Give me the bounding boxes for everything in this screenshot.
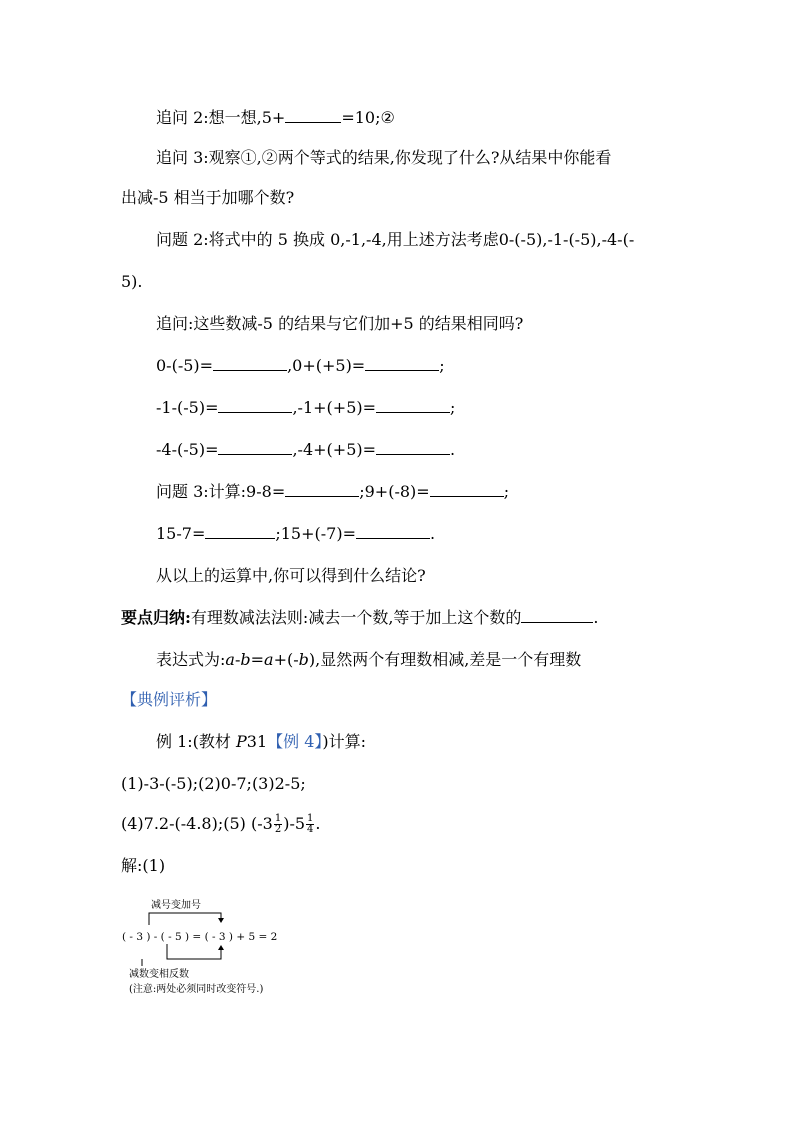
text-segment: +(- <box>273 650 299 669</box>
answer-blank <box>521 608 593 623</box>
answer-blank <box>356 524 430 539</box>
answer-blank <box>376 440 450 455</box>
question-3 <box>156 482 509 502</box>
text-segment: 问题 3:计算:9-8= <box>156 482 286 501</box>
text-segment: ;15+(-7)= <box>275 524 356 543</box>
answer-blank <box>285 108 341 123</box>
bottom-bracket-line <box>167 944 221 959</box>
section-heading: 【典例评析】 <box>121 690 218 709</box>
text-segment: )-5 <box>283 814 306 833</box>
subtraction-rule-diagram <box>120 896 320 1006</box>
example-1 <box>156 732 366 752</box>
variable-b: b <box>298 650 309 669</box>
answer-blank <box>285 482 359 497</box>
denominator: 2 <box>274 824 282 835</box>
answer-blank <box>205 524 275 539</box>
text-segment: - <box>234 650 241 669</box>
question-3-row-2 <box>156 524 435 544</box>
example-ref: 【例 4】 <box>267 732 323 751</box>
text-segment: 有理数减法法则:减去一个数,等于加上这个数的 <box>190 608 522 627</box>
text-segment: )计算: <box>322 732 367 751</box>
fraction <box>274 814 282 835</box>
key-point-label: 要点归纳: <box>121 608 191 627</box>
text-segment: ; <box>450 398 456 417</box>
text-segment: . <box>450 440 456 459</box>
question-2-cont: 5). <box>121 272 143 291</box>
text-segment: 追问 2:想一想,5+ <box>156 108 286 127</box>
text-segment: P <box>236 732 247 751</box>
text-segment: 31 <box>246 732 268 751</box>
answer-blank <box>430 482 504 497</box>
arrow-head <box>218 918 224 923</box>
variable-b: b <box>240 650 251 669</box>
fraction <box>306 814 314 835</box>
exercise-row-2 <box>156 398 455 418</box>
text-segment: ,-4+(+5)= <box>292 440 377 459</box>
followup-2 <box>156 108 395 128</box>
top-bracket-line <box>149 913 221 925</box>
text-segment: =10;② <box>341 108 395 127</box>
text-segment: . <box>315 814 321 833</box>
text-segment: . <box>593 608 599 627</box>
text-segment: = <box>250 650 265 669</box>
text-segment: ,-1+(+5)= <box>292 398 377 417</box>
diagram-note: (注意:两处必须同时改变符号.) <box>129 984 264 995</box>
question-2: 问题 2:将式中的 5 换成 0,-1,-4,用上述方法考虑0-(-5),-1-(-5),-4-(- <box>156 230 635 249</box>
variable-a: a <box>225 650 235 669</box>
text-segment: ; <box>503 482 510 501</box>
arrow-head <box>218 945 224 950</box>
text-segment: -1-(-5)= <box>156 398 219 417</box>
variable-a: a <box>264 650 274 669</box>
exercise-row-3 <box>156 440 455 460</box>
followup-3: 追问 3:观察①,②两个等式的结果,你发现了什么?从结果中你能看 <box>156 148 612 167</box>
expression-line <box>156 650 581 670</box>
answer-blank <box>365 356 439 371</box>
text-segment: ),显然两个有理数相减,差是一个有理数 <box>308 650 582 669</box>
problems-row-1: (1)-3-(-5);(2)0-7;(3)2-5; <box>121 774 306 793</box>
answer-blank <box>218 398 292 413</box>
followup-question: 追问:这些数减-5 的结果与它们加+5 的结果相同吗? <box>156 314 524 333</box>
text-segment: 15-7= <box>156 524 206 543</box>
numerator: 1 <box>307 813 314 824</box>
answer-blank <box>218 440 292 455</box>
solution-label: 解:(1) <box>121 856 166 875</box>
text-segment: ; <box>439 356 445 375</box>
problems-row-2 <box>121 814 321 835</box>
text-segment: (4)7.2-(-4.8);(5) (-3 <box>121 814 273 833</box>
text-segment: 例 1:(教材 <box>156 732 236 751</box>
text-segment: 表达式为: <box>156 650 226 669</box>
answer-blank <box>376 398 450 413</box>
text-segment: ,0+(+5)= <box>287 356 366 375</box>
answer-blank <box>213 356 287 371</box>
text-segment: 0-(-5)= <box>156 356 214 375</box>
denominator: 4 <box>307 824 314 835</box>
text-segment: -4-(-5)= <box>156 440 219 459</box>
numerator: 1 <box>274 813 282 824</box>
diagram-top-label: 减号变加号 <box>151 900 201 911</box>
diagram-equation: ( - 3 ) - ( - 5 ) = ( - 3 ) + 5 = 2 <box>122 931 278 943</box>
text-segment: ;9+(-8)= <box>359 482 430 501</box>
followup-3-cont: 出减-5 相当于加哪个数? <box>121 188 295 207</box>
conclusion-question: 从以上的运算中,你可以得到什么结论? <box>156 566 426 585</box>
diagram-bottom-label: 减数变相反数 <box>129 969 189 980</box>
exercise-row-1 <box>156 356 445 376</box>
text-segment: . <box>430 524 436 543</box>
key-point-summary <box>121 608 599 628</box>
